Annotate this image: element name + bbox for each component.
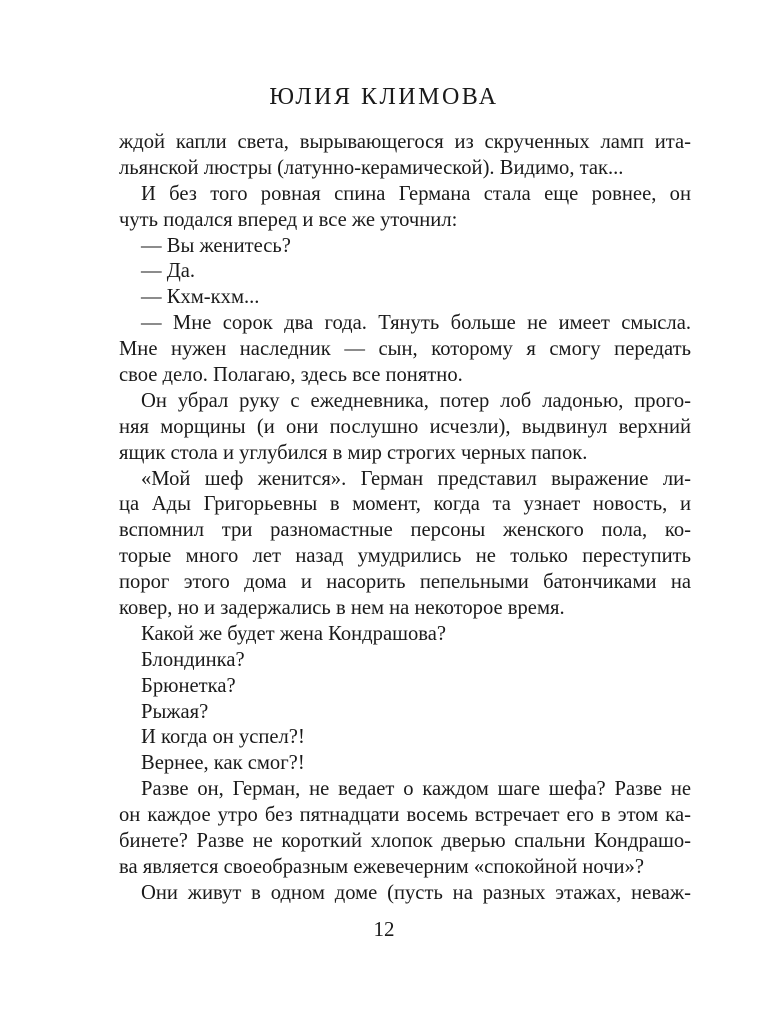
text-line: свое дело. Полагаю, здесь все понятно. <box>119 364 463 387</box>
text-line: вспомнил три разномастные персоны женского пола, ко- <box>119 519 691 542</box>
text-line: — Да. <box>141 260 196 283</box>
text-line: И без того ровная спина Германа стала еще ровнее, он <box>141 182 691 205</box>
text-line: порог этого дома и насорить пепельными батончиками на <box>119 571 691 594</box>
text-line: Он убрал руку с ежедневника, потер лоб ладонью, прого- <box>141 389 691 412</box>
text-line: — Кхм-кхм... <box>141 286 260 309</box>
text-line: Какой же будет жена Кондрашова? <box>141 622 446 645</box>
text-line: И когда он успел?! <box>141 726 305 749</box>
text-line: — Вы женитесь? <box>141 234 291 257</box>
text-line: Вернее, как смог?! <box>141 752 305 775</box>
page-number: 12 <box>373 917 395 941</box>
text-line: няя морщины (и они послушно исчезли), выдвинул верхний <box>119 415 691 438</box>
text-line: льянской люстры (латунно-керамической). Видимо, так... <box>119 156 624 179</box>
text-line: ждой капли света, вырывающегося из скрученных ламп ита- <box>119 131 691 153</box>
body-text <box>119 130 691 907</box>
text-line: ва является своеобразным ежевечерним «спокойной ночи»? <box>119 855 644 878</box>
text-line: Мне нужен наследник — сын, которому я смогу передать <box>119 338 691 361</box>
text-line: Брюнетка? <box>141 674 236 697</box>
text-line: «Мой шеф женится». Герман представил выражение ли- <box>141 467 691 490</box>
text-line: ящик стола и углубился в мир строгих черных папок. <box>119 441 588 464</box>
text-line: чуть подался вперед и все же уточнил: <box>119 208 458 231</box>
text-line: бинете? Разве не короткий хлопок дверью спальни Кондрашо- <box>119 830 691 853</box>
text-line: ца Ады Григорьевны в момент, когда та узнает новость, и <box>119 493 691 516</box>
text-line: Рыжая? <box>141 700 209 723</box>
text-line: ковер, но и задержались в нем на некоторое время. <box>119 597 565 620</box>
running-header: ЮЛИЯ КЛИМОВА <box>269 84 499 110</box>
text-line: Блондинка? <box>141 648 245 671</box>
text-line: торые много лет назад умудрились не только переступить <box>119 545 691 568</box>
text-line: Они живут в одном доме (пусть на разных этажах, неваж- <box>141 881 691 904</box>
text-line: он каждое утро без пятнадцати восемь встречает его в этом ка- <box>119 804 691 827</box>
text-line: Разве он, Герман, не ведает о каждом шаге шефа? Разве не <box>141 778 691 801</box>
text-line: — Мне сорок два года. Тянуть больше не имеет смысла. <box>141 312 691 335</box>
